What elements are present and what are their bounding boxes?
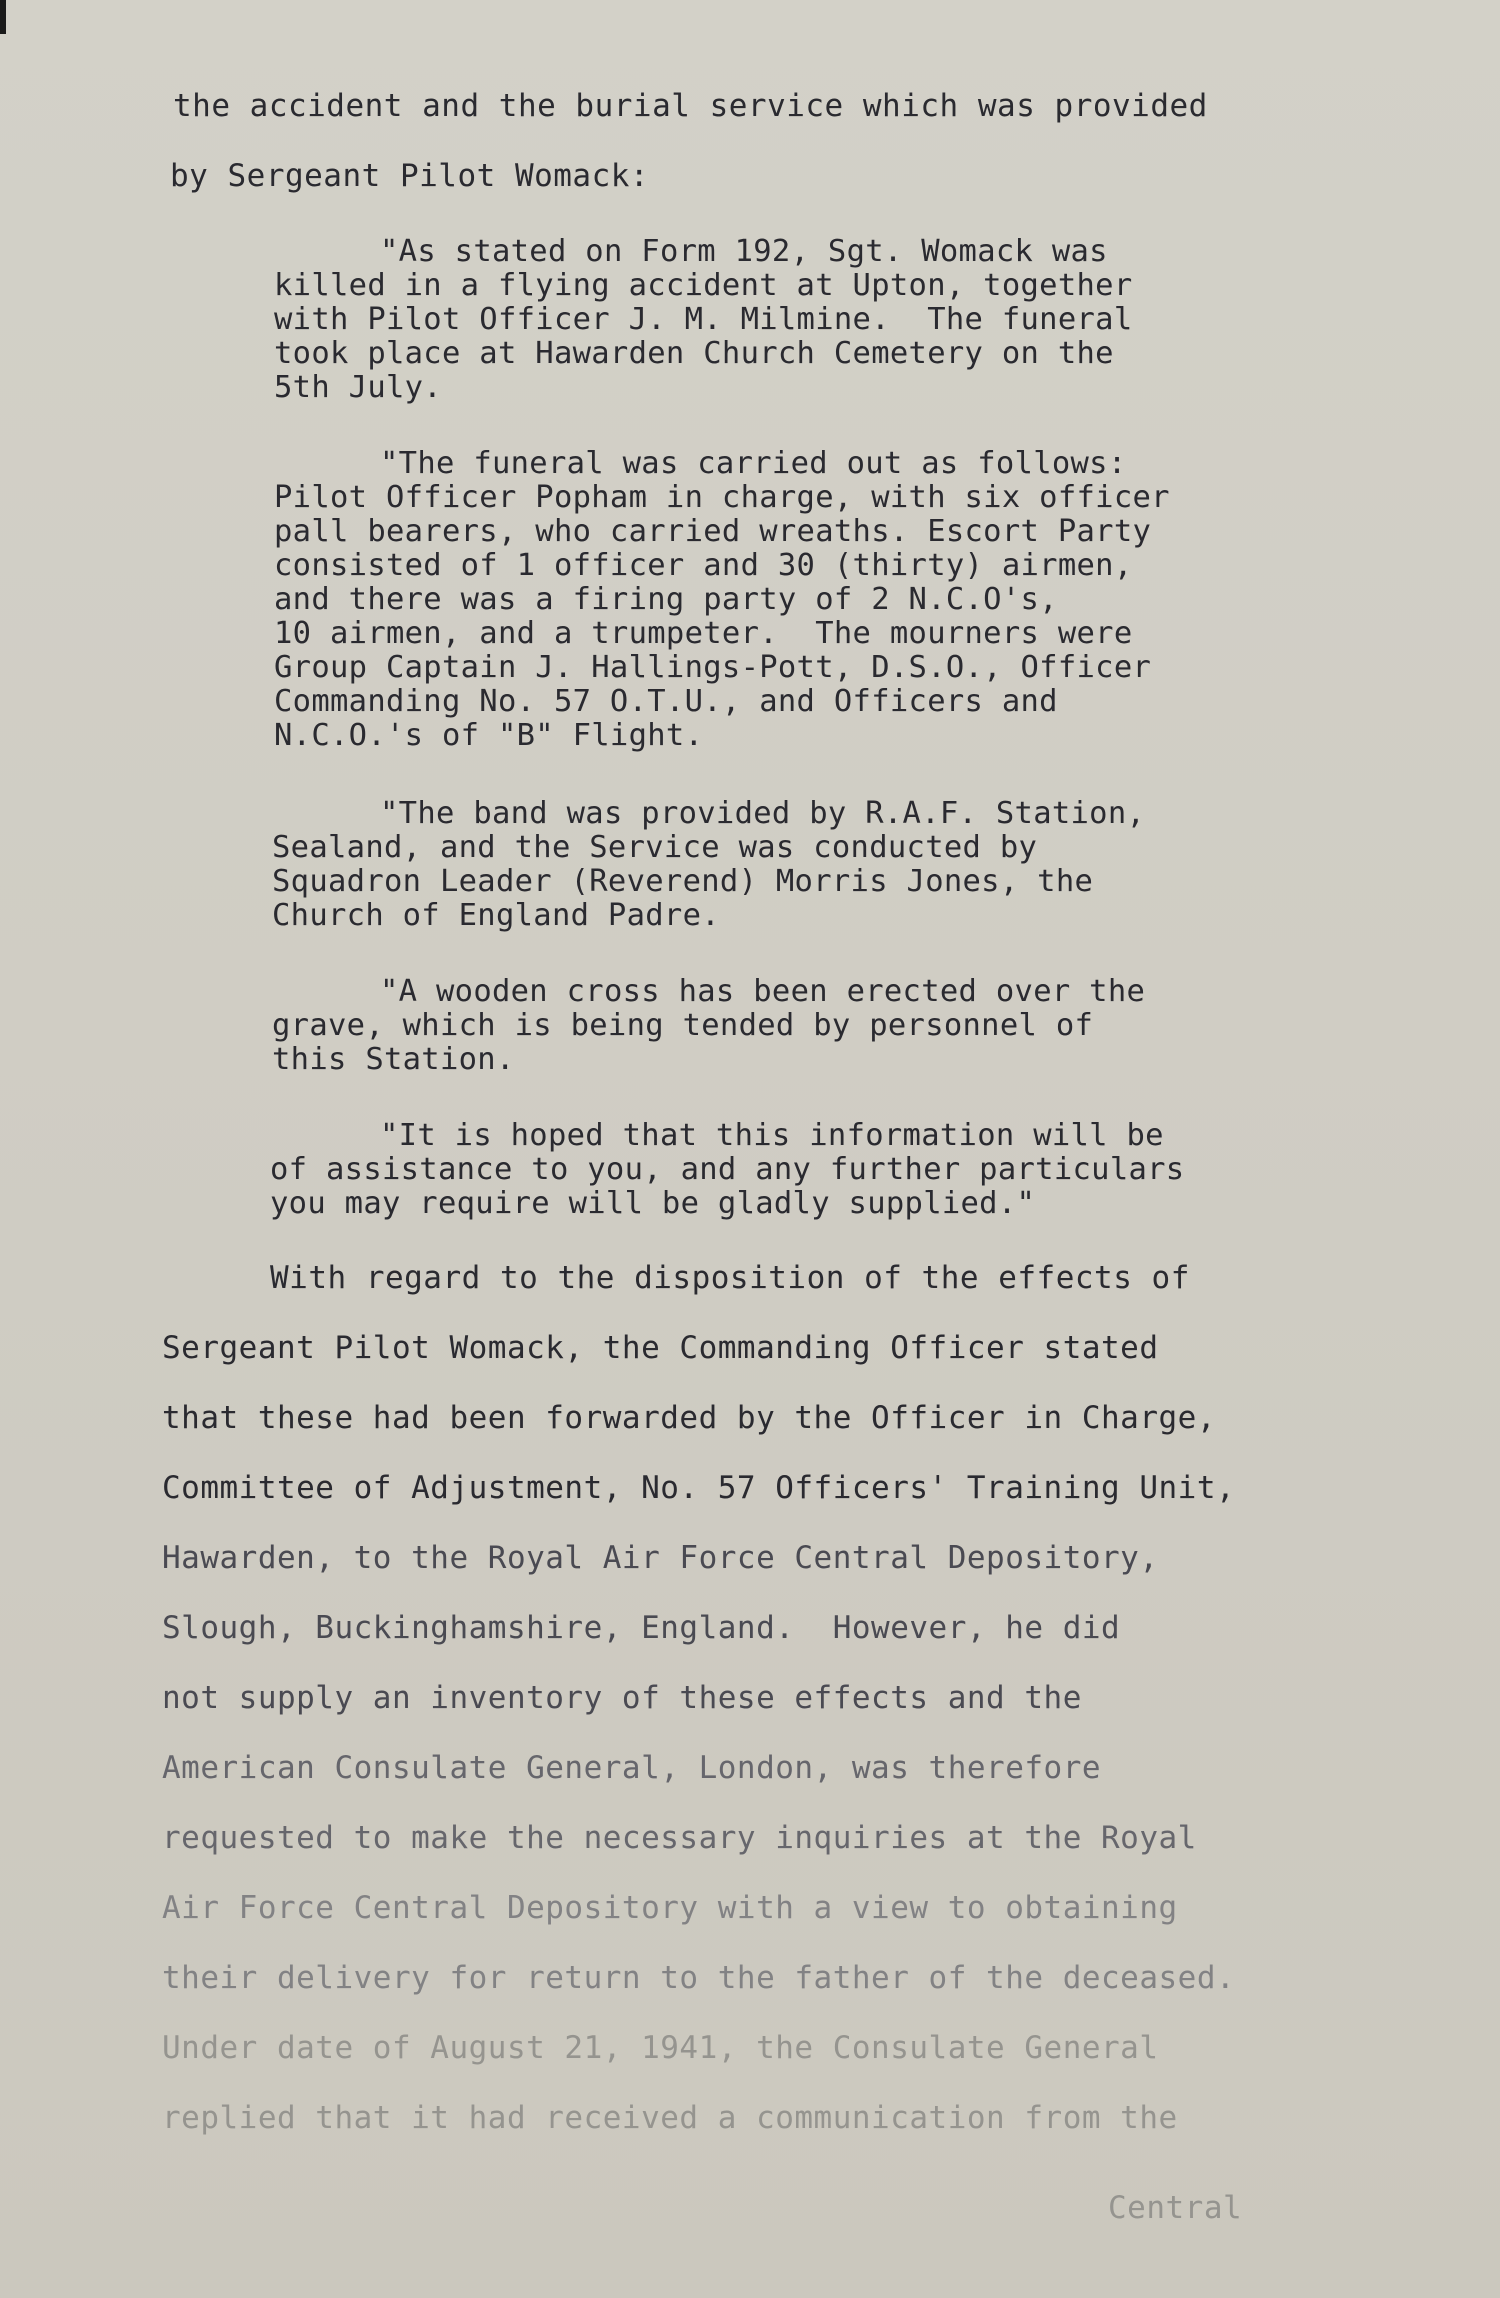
quote-line: "It is hoped that this information will be [380,1118,1164,1153]
quote-line: Pilot Officer Popham in charge, with six officer [274,480,1170,515]
body-line: American Consulate General, London, was therefore [162,1750,1102,1786]
quote-line: of assistance to you, and any further particulars [270,1152,1185,1187]
body-line: replied that it had received a communication from the [162,2100,1178,2136]
body-line: Hawarden, to the Royal Air Force Central Depository, [162,1540,1159,1576]
body-line: Committee of Adjustment, No. 57 Officers' Training Unit, [162,1470,1236,1506]
body-line: requested to make the necessary inquiries at the Royal [162,1820,1197,1856]
quote-line: Group Captain J. Hallings-Pott, D.S.O., Officer [274,650,1152,685]
quote-line: "The band was provided by R.A.F. Station, [380,796,1146,831]
quote-line: "A wooden cross has been erected over the [380,974,1146,1009]
body-line: Air Force Central Depository with a view to obtaining [162,1890,1178,1926]
quote-line: grave, which is being tended by personnel of [272,1008,1094,1043]
body-line: their delivery for return to the father of the deceased. [162,1960,1236,1996]
quote-line: N.C.O.'s of "B" Flight. [274,718,704,753]
quote-line: killed in a flying accident at Upton, together [274,268,1133,303]
quote-line: took place at Hawarden Church Cemetery on the [274,336,1114,371]
quote-line: "As stated on Form 192, Sgt. Womack was [380,234,1108,269]
body-line: Sergeant Pilot Womack, the Commanding Officer stated [162,1330,1159,1366]
quote-line: 5th July. [274,370,442,405]
quote-line: 10 airmen, and a trumpeter. The mourners were [274,616,1133,651]
quote-line: "The funeral was carried out as follows: [380,446,1127,481]
quote-line: with Pilot Officer J. M. Milmine. The funeral [274,302,1133,337]
body-line: Slough, Buckinghamshire, England. However, he did [162,1610,1121,1646]
body-line: Under date of August 21, 1941, the Consulate General [162,2030,1159,2066]
body-line: not supply an inventory of these effects and the [162,1680,1082,1716]
quote-line: Commanding No. 57 O.T.U., and Officers and [274,684,1058,719]
body-line: that these had been forwarded by the Officer in Charge, [162,1400,1216,1436]
quote-line: Sealand, and the Service was conducted by [272,830,1038,865]
scan-edge-mark [0,0,6,34]
quote-line: Church of England Padre. [272,898,720,933]
quote-line: pall bearers, who carried wreaths. Escort Party [274,514,1152,549]
intro-line: by Sergeant Pilot Womack: [170,158,650,194]
catchword: Central [1108,2190,1243,2226]
quote-line: and there was a firing party of 2 N.C.O's, [274,582,1058,617]
quote-line: you may require will be gladly supplied." [270,1186,1036,1221]
intro-line: the accident and the burial service which was provided [173,88,1208,124]
quote-line: Squadron Leader (Reverend) Morris Jones, the [272,864,1094,899]
quote-line: this Station. [272,1042,515,1077]
body-line: With regard to the disposition of the effects of [270,1260,1190,1296]
quote-line: consisted of 1 officer and 30 (thirty) airmen, [274,548,1133,583]
